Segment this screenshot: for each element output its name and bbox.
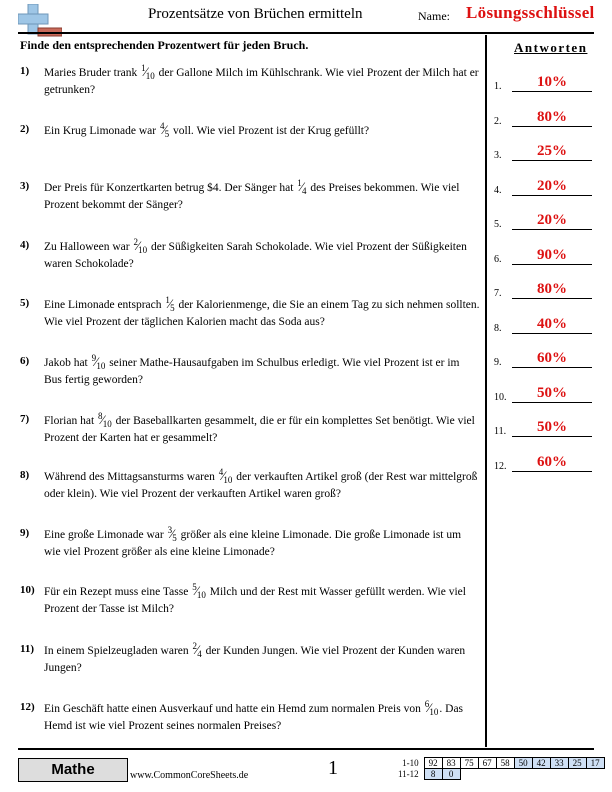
answer-line xyxy=(512,126,592,127)
question-text xyxy=(44,699,480,735)
question-text xyxy=(44,178,480,214)
question-text-start: Ein Krug Limonade war xyxy=(44,125,159,137)
answer-key-label: Lösungsschlüssel xyxy=(466,3,595,22)
fraction xyxy=(98,411,112,430)
answer-number: 10. xyxy=(494,391,507,403)
answer-line xyxy=(512,195,592,196)
fraction-slash: ⁄ xyxy=(163,122,166,137)
question-number: 4) xyxy=(20,239,30,251)
answer-number: 2. xyxy=(494,115,502,127)
fraction-numerator: 2 xyxy=(133,237,138,247)
question-text-start: In einem Spielzeugladen waren xyxy=(44,645,192,657)
fraction-denominator: 5 xyxy=(170,303,175,313)
question-text-start: Während des Mittagsansturms waren xyxy=(44,471,218,483)
fraction-numerator: 2 xyxy=(192,641,198,651)
answer-item xyxy=(494,450,594,478)
question-number: 12) xyxy=(20,701,35,713)
question-number: 5) xyxy=(20,297,30,309)
fraction-slash: ⁄ xyxy=(195,583,198,598)
fraction-numerator: 3 xyxy=(167,525,173,535)
answer-line xyxy=(512,91,592,92)
fraction xyxy=(168,525,177,544)
fraction-slash: ⁄ xyxy=(144,64,147,79)
question-text xyxy=(44,353,480,389)
answer-number: 6. xyxy=(494,253,502,265)
score-cell: 92 xyxy=(424,758,442,769)
answer-item xyxy=(494,208,594,236)
answer-value: 10% xyxy=(537,74,567,90)
question-number: 2) xyxy=(20,123,30,135)
question-text xyxy=(44,641,480,677)
answer-number: 12. xyxy=(494,460,507,472)
answer-line xyxy=(512,229,592,230)
column-divider xyxy=(485,35,487,747)
question-text-start: Jakob hat xyxy=(44,357,91,369)
answer-value: 60% xyxy=(537,453,567,470)
fraction-denominator: 10 xyxy=(102,419,112,429)
question-number: 9) xyxy=(20,527,30,539)
question-number: 11) xyxy=(20,643,35,655)
fraction xyxy=(193,641,202,660)
score-cell: 83 xyxy=(442,758,460,769)
score-row-label: 1-10 xyxy=(402,758,419,768)
site-url: www.CommonCoreSheets.de xyxy=(130,770,249,781)
fraction-denominator: 5 xyxy=(164,129,170,139)
question-number: 7) xyxy=(20,413,30,425)
answer-value: 25% xyxy=(537,143,567,159)
score-cell: 58 xyxy=(496,758,514,769)
question-text-end: der Baseballkarten gesammelt, die er für ein komplettes Set benötigt. Wie viel Prozent der Karten hat er gesammelt? xyxy=(44,415,475,444)
answer-line xyxy=(512,333,592,334)
question-text-end: größer als eine kleine Limonade. Die große Limonade ist um wie viel Prozent größer als eine kleine Limonade? xyxy=(44,529,462,558)
question-text-start: Zu Halloween war xyxy=(44,241,133,253)
question-text-end: . Das Hemd ist wie viel Prozent seines normalen Preises? xyxy=(44,703,464,732)
question-text xyxy=(44,237,480,273)
fraction-denominator: 5 xyxy=(172,533,177,543)
question-text-end: der verkauften Artikel groß (der Rest war mittelgroß oder klein). Wie viel Prozent der verkauften Artikel waren groß? xyxy=(44,471,478,500)
instruction-text: Finde den entsprechenden Prozentwert für jeden Bruch. xyxy=(20,38,309,52)
fraction-denominator: 10 xyxy=(223,475,233,485)
question-number: 10) xyxy=(20,584,35,596)
fraction-denominator: 4 xyxy=(301,186,307,196)
fraction-numerator: 9 xyxy=(91,353,97,363)
answer-value: 50% xyxy=(537,419,567,435)
answer-number: 9. xyxy=(494,357,502,368)
answer-item xyxy=(494,381,594,409)
answer-value: 40% xyxy=(537,315,567,332)
question-text-start: Ein Geschäft hatte einen Ausverkauf und hatte ein Hemd zum normalen Preis von xyxy=(44,703,424,715)
fraction-numerator: 1 xyxy=(297,178,302,188)
subject-label: Mathe xyxy=(18,758,128,782)
answer-value: 60% xyxy=(537,350,567,366)
answer-item xyxy=(494,70,594,98)
score-cell: 50 xyxy=(514,758,532,769)
question-text-end: seiner Mathe-Hausaufgaben im Schulbus erledigt. Wie viel Prozent ist er im Bus fertig geworden? xyxy=(44,357,460,386)
question-text-start: Eine große Limonade war xyxy=(44,529,167,541)
question-text-end: der Süßigkeiten Sarah Schokolade. Wie viel Prozent der Süßigkeiten waren Schokolade? xyxy=(44,241,467,270)
answer-line xyxy=(512,367,592,368)
footer-rule xyxy=(18,748,594,750)
logo-icon xyxy=(18,4,62,40)
question-text-end: voll. Wie viel Prozent ist der Krug gefüllt? xyxy=(170,125,370,137)
answer-value: 80% xyxy=(537,281,567,297)
score-table xyxy=(396,757,605,780)
question-number: 1) xyxy=(20,65,30,77)
answer-line xyxy=(512,402,592,403)
answer-number: 7. xyxy=(494,288,502,299)
answer-item xyxy=(494,346,594,374)
fraction-numerator: 6 xyxy=(424,699,430,709)
score-row-label: 11-12 xyxy=(398,769,419,779)
fraction xyxy=(92,353,106,372)
score-cell: 33 xyxy=(550,758,568,769)
fraction-slash: ⁄ xyxy=(196,642,199,657)
answer-item xyxy=(494,415,594,443)
answer-item xyxy=(494,277,594,305)
fraction-numerator: 4 xyxy=(218,467,224,477)
fraction-denominator: 10 xyxy=(145,71,155,81)
question-number: 6) xyxy=(20,355,30,367)
question-text-start: Florian hat xyxy=(44,415,98,427)
answer-item xyxy=(494,105,594,133)
question-text-end: der Kalorienmenge, die Sie an einem Tag zu sich nehmen sollten. Wie viel Prozent der täglichen Kalorien macht das Soda aus? xyxy=(44,299,480,328)
header-rule xyxy=(18,32,594,34)
worksheet-title: Prozentsätze von Brüchen ermitteln xyxy=(148,6,363,22)
name-label: Name: xyxy=(418,9,450,23)
fraction-slash: ⁄ xyxy=(136,238,140,253)
answer-number: 4. xyxy=(494,184,502,196)
answers-heading: Antworten xyxy=(514,40,588,55)
score-cell: 25 xyxy=(568,758,586,769)
fraction xyxy=(297,178,306,197)
score-row xyxy=(396,758,604,769)
answer-value: 50% xyxy=(537,384,567,401)
question-text-start: Maries Bruder trank xyxy=(44,67,141,79)
fraction xyxy=(141,63,155,82)
answer-number: 8. xyxy=(494,322,502,334)
question-number: 3) xyxy=(20,180,30,192)
answer-line xyxy=(512,436,592,437)
fraction-slash: ⁄ xyxy=(222,468,225,483)
question-text-start: Eine Limonade entsprach xyxy=(44,299,165,311)
fraction-slash: ⁄ xyxy=(300,179,303,194)
fraction-slash: ⁄ xyxy=(101,412,104,427)
fraction-numerator: 4 xyxy=(159,121,165,131)
fraction xyxy=(165,295,174,314)
question-text xyxy=(44,121,480,140)
question-number: 8) xyxy=(20,469,30,481)
question-text xyxy=(44,63,480,99)
question-text xyxy=(44,295,480,331)
answer-line xyxy=(512,264,592,265)
fraction-numerator: 1 xyxy=(141,63,146,73)
answer-number: 1. xyxy=(494,81,502,92)
answer-line xyxy=(512,298,592,299)
question-text-end: des Preises bekommen. Wie viel Prozent bekommt der Sänger? xyxy=(44,182,460,211)
question-text-start: Für ein Rezept muss eine Tasse xyxy=(44,586,192,598)
fraction-slash: ⁄ xyxy=(428,700,431,715)
question-text-start: Der Preis für Konzertkarten betrug $4. Der Sänger hat xyxy=(44,182,297,194)
fraction-numerator: 5 xyxy=(192,582,197,592)
question-text-end: der Gallone Milch im Kühlschrank. Wie viel Prozent der Milch hat er getrunken? xyxy=(44,67,479,96)
fraction-numerator: 1 xyxy=(165,295,170,305)
score-cell: 67 xyxy=(478,758,496,769)
answer-item xyxy=(494,174,594,202)
score-cell: 17 xyxy=(586,758,604,769)
answer-item xyxy=(494,139,594,167)
fraction xyxy=(219,467,233,486)
answer-value: 20% xyxy=(537,212,567,228)
answer-value: 80% xyxy=(537,108,567,125)
fraction-slash: ⁄ xyxy=(95,354,98,369)
fraction-denominator: 10 xyxy=(96,361,106,371)
fraction-denominator: 4 xyxy=(197,649,202,659)
answer-item xyxy=(494,312,594,340)
fraction xyxy=(160,121,169,140)
answer-number: 11. xyxy=(494,426,507,437)
fraction-numerator: 8 xyxy=(98,411,103,421)
score-cell: 75 xyxy=(460,758,478,769)
answer-number: 5. xyxy=(494,219,502,230)
fraction-denominator: 10 xyxy=(138,245,148,255)
answer-item xyxy=(494,243,594,271)
answer-line xyxy=(512,160,592,161)
question-text xyxy=(44,582,480,618)
question-text-end: der Kunden Jungen. Wie viel Prozent der Kunden waren Jungen? xyxy=(44,645,466,674)
score-cell: 8 xyxy=(424,769,442,780)
question-text xyxy=(44,467,480,503)
question-text xyxy=(44,411,480,447)
fraction-slash: ⁄ xyxy=(168,296,172,311)
fraction xyxy=(192,582,206,601)
fraction xyxy=(133,237,147,256)
fraction-denominator: 10 xyxy=(429,707,439,717)
fraction-denominator: 10 xyxy=(196,590,206,600)
answer-value: 90% xyxy=(537,246,567,263)
fraction-slash: ⁄ xyxy=(171,526,174,541)
score-cell: 42 xyxy=(532,758,550,769)
answer-line xyxy=(512,471,592,472)
score-row xyxy=(396,769,604,780)
page-number: 1 xyxy=(328,757,338,779)
answer-number: 3. xyxy=(494,150,502,161)
answer-value: 20% xyxy=(537,177,567,194)
score-cell: 0 xyxy=(442,769,460,780)
fraction xyxy=(425,699,439,718)
question-text-end: Milch und der Rest mit Wasser gefüllt werden. Wie viel Prozent der Tasse ist Milch? xyxy=(44,586,466,615)
question-text xyxy=(44,525,480,561)
